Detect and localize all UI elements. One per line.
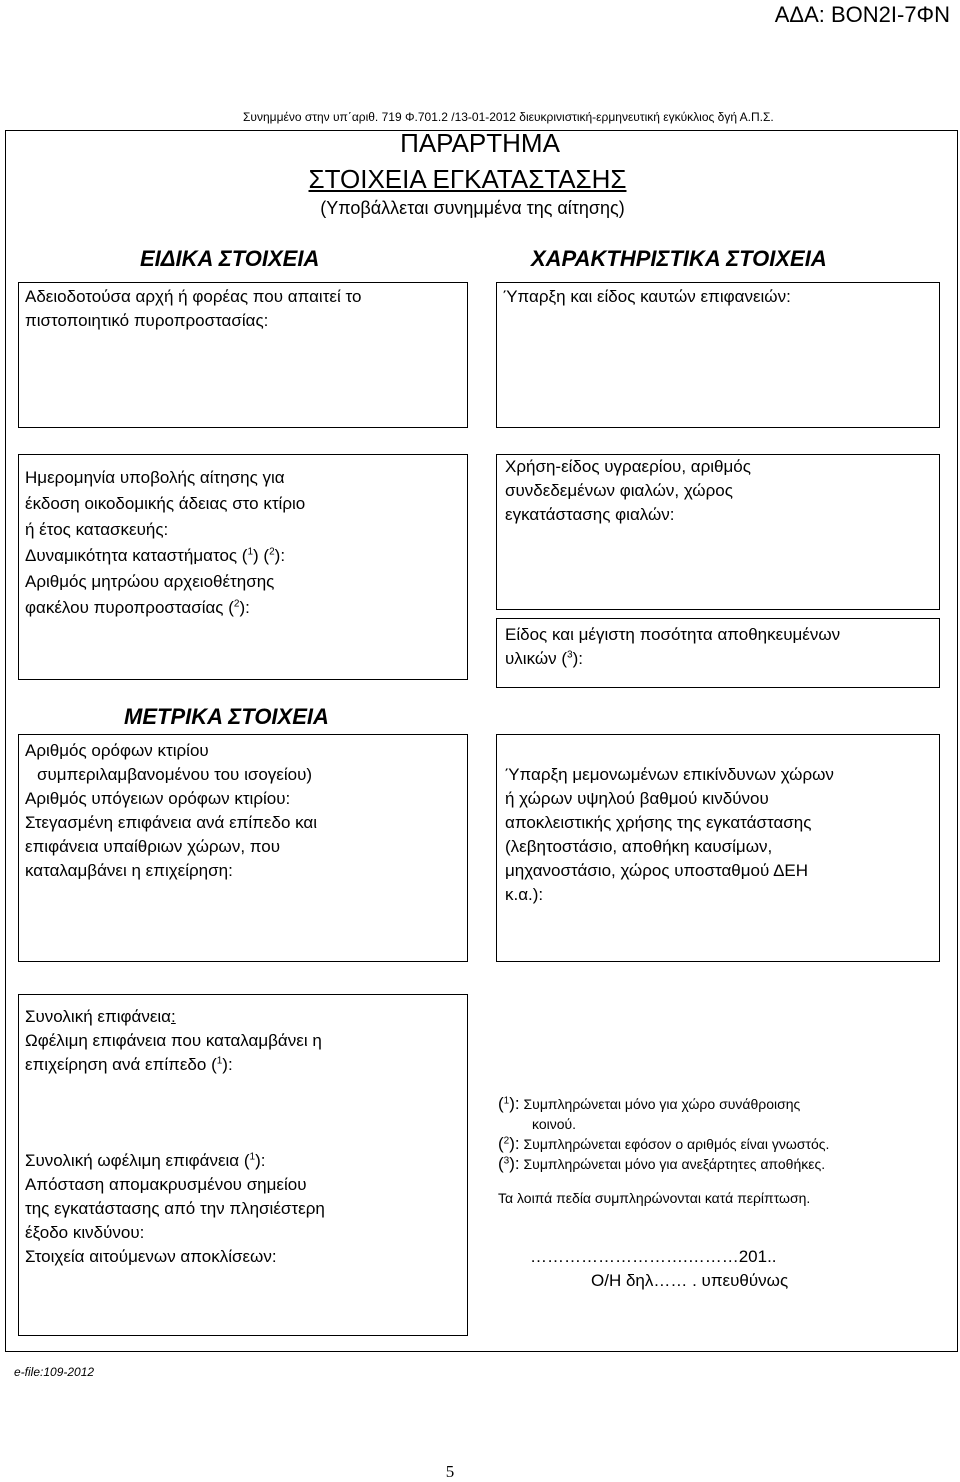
footnotes [498, 1094, 938, 1208]
total-useful-label: Συνολική ωφέλιμη επιφάνεια ($^1$): [25, 1151, 266, 1170]
signature-line: Ο/Η δηλ…… . υπευθύνως [591, 1271, 789, 1290]
useful-area-label: Ωφέλιμη επιφάνεια που καταλαμβάνει η [25, 1031, 322, 1050]
efile-reference: e-file:109-2012 [14, 1365, 95, 1379]
hazard-label-4: (λεβητοστάσιο, αποθήκη καυσίμων, [505, 837, 773, 856]
footnote-2: ($^2$): Συμπληρώνεται εφόσον ο αριθμός είναι γνωστός. [498, 1134, 830, 1153]
other-fields-note: Τα λοιπά πεδία συμπληρώνονται κατά περίπτωση. [498, 1190, 811, 1206]
area-label-2: επιφάνεια υπαίθριων χώρων, που [25, 837, 280, 856]
registry-label: Αριθμός μητρώου αρχειοθέτησης [25, 572, 275, 591]
date-line: ……………………….………201.. [530, 1247, 777, 1266]
lpg-label-2: συνδεδεμένων φιαλών, χώρος [505, 481, 733, 500]
hazard-label-3: αποκλειστικής χρήσης της εγκατάστασης [505, 813, 812, 832]
authority-label-2: πιστοποιητικό πυροπροστασίας: [25, 311, 269, 330]
authority-label: Αδειοδοτούσα αρχή ή φορέας που απαιτεί το [25, 287, 362, 306]
storage-label: Είδος και μέγιστη ποσότητα αποθηκευμένων [505, 625, 841, 644]
hazard-label-6: κ.α.): [505, 885, 544, 904]
reference-line: Συνημμένο στην υπ΄αριθ. 719 Φ.701.2 /13-01-2012 διευκρινιστική-ερμηνευτική εγκύκλιος δγή Α.Π.Σ. [243, 110, 774, 124]
storage-box[interactable] [496, 618, 940, 688]
hazard-label-2: ή χώρων υψηλού βαθμού κινδύνου [505, 789, 769, 808]
capacity-label: Δυναμικότητα καταστήματος ($^1$) ($^2$): [25, 546, 286, 565]
hazard-label-5: μηχανοστάσιο, χώρος υποσταθμού ΔΕΗ [505, 861, 809, 880]
useful-area-label-2: επιχείρηση ανά επίπεδο ($^1$): [25, 1055, 233, 1074]
date-label-2: έκδοση οικοδομικής άδειας στο κτίριο [25, 494, 306, 513]
floors-label: Αριθμός ορόφων κτιρίου [25, 741, 209, 760]
distance-label: Απόσταση απομακρυσμένου σημείου [25, 1175, 307, 1194]
dates-box[interactable] [18, 454, 468, 680]
metrics-heading: ΜΕΤΡΙΚΑ ΣΤΟΙΧΕΙΑ [124, 704, 329, 729]
ada-code: ΑΔΑ: ΒΟΝ2Ι-7ΦΝ [774, 2, 950, 27]
hazard-label: Ύπαρξη μεμονωμένων επικίνδυνων χώρων [505, 765, 834, 784]
distance-label-2: της εγκατάστασης από την πλησιέστερη [25, 1199, 325, 1218]
page-number: 5 [445, 1462, 455, 1481]
registry-label-2: φακέλου πυροπροστασίας ($^2$): [25, 598, 250, 617]
footnote-1-cont: κοινού. [532, 1116, 577, 1132]
basements-label: Αριθμός υπόγειων ορόφων κτιρίου: [25, 789, 291, 808]
lpg-label-3: εγκατάστασης φιαλών: [505, 505, 675, 524]
area-label-3: καταλαμβάνει η επιχείρηση: [25, 861, 233, 880]
metrics-box[interactable] [18, 734, 468, 962]
page-title: ΠΑΡΑΡΤΗΜΑ [400, 128, 560, 158]
storage-label-2: υλικών ($^3$): [505, 649, 583, 668]
distance-label-3: έξοδο κινδύνου: [25, 1223, 145, 1242]
floors-label-2: συμπεριλαμβανομένου του ισογείου) [37, 765, 313, 784]
area-label: Στεγασμένη επιφάνεια ανά επίπεδο και [25, 813, 318, 832]
page-subtitle: ΣΤΟΙΧΕΙΑ ΕΓΚΑΤΑΣΤΑΣΗΣ [308, 164, 627, 194]
special-heading: ΕΙΔΙΚΑ ΣΤΟΙΧΕΙΑ [140, 246, 320, 271]
authority-box[interactable] [18, 282, 468, 428]
footnote-1: ($^1$): Συμπληρώνεται μόνο για χώρο συνάθροισης [498, 1094, 801, 1113]
total-area-label: Συνολική επιφάνεια: [25, 1007, 176, 1026]
lpg-label: Χρήση-είδος υγραερίου, αριθμός [505, 457, 751, 476]
lpg-box[interactable] [496, 454, 940, 610]
characteristics-heading: ΧΑΡΑΚΤΗΡΙΣΤΙΚΑ ΣΤΟΙΧΕΙΑ [531, 246, 827, 271]
hazard-box[interactable] [496, 734, 940, 962]
areas-box[interactable] [18, 994, 468, 1336]
footnote-3: ($^3$): Συμπληρώνεται μόνο για ανεξάρτητες αποθήκες. [498, 1154, 826, 1173]
date-label-3: ή έτος κατασκευής: [25, 520, 169, 539]
date-label: Ημερομηνία υποβολής αίτησης για [25, 468, 285, 487]
deviations-label: Στοιχεία αιτούμενων αποκλίσεων: [25, 1247, 277, 1266]
hot-surfaces-label: Ύπαρξη και είδος καυτών επιφανειών: [503, 287, 791, 306]
hot-surfaces-box[interactable] [496, 282, 940, 428]
submission-note: (Υποβάλλεται συνημμένα της αίτησης) [320, 198, 625, 218]
